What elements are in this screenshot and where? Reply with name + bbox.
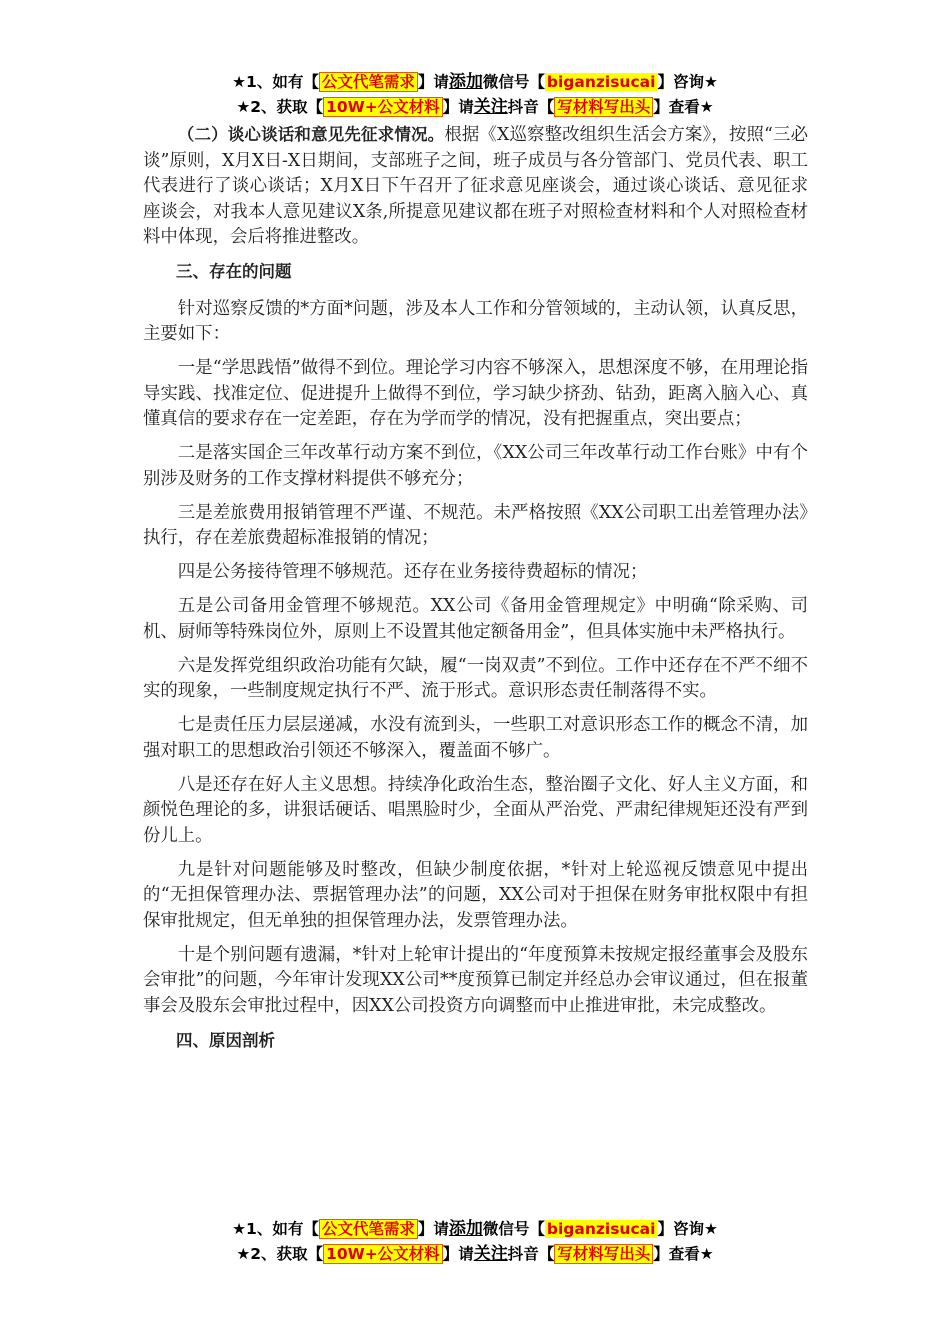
banner-text: ★1、如有【	[232, 1220, 319, 1238]
banner-highlight: 10W+公文材料	[323, 1244, 443, 1264]
banner-text: 微信号【	[482, 73, 545, 91]
banner-text: 】请	[417, 1220, 449, 1238]
banner-line-1	[0, 1217, 950, 1242]
banner-text: 抖音【	[507, 98, 555, 116]
header-banner	[0, 70, 950, 120]
banner-text: 】咨询★	[657, 1220, 718, 1238]
problem-item-2: 二是落实国企三年改革行动方案不到位，《XX公司三年改革行动工作台账》中有个别涉及财务的工作支撑材料提供不够充分；	[143, 443, 808, 489]
banner-highlight: 公文代笔需求	[319, 72, 418, 92]
problem-item-1: 一是“学思践悟”做得不到位。理论学习内容不够深入，思想深度不够，在用理论指导实践、找准定位、促进提升上做得不到位，学习缺少挤劲、钻劲，距离入脑入心、真懂真信的要求存在一定差距，存在为学而学的情况，没有把握重点，突出要点；	[143, 358, 808, 429]
paragraph-intro: 针对巡察反馈的*方面*问题，涉及本人工作和分管领域的，主动认领，认真反思，主要如下：	[143, 298, 808, 344]
banner-line-1	[0, 70, 950, 95]
problem-item-4: 四是公务接待管理不够规范。还存在业务接待费超标的情况；	[177, 562, 648, 582]
banner-text: ★2、获取【	[236, 98, 324, 116]
section-subheading: （二）谈心谈话和意见先征求情况。	[177, 125, 445, 144]
banner-highlight: 10W+公文材料	[323, 97, 443, 117]
banner-wechat-id: biganzisucai	[546, 1220, 656, 1238]
problem-item-9: 九是针对问题能够及时整改，但缺少制度依据，*针对上轮巡视反馈意见中提出的“无担保管理办法、票据管理办法”的问题，XX公司对于担保在财务审批权限中有担保审批规定，但无单独的担保管理办法，发票管理办法。	[143, 859, 808, 931]
banner-text: ★2、获取【	[236, 1245, 324, 1263]
problem-item-3: 三是差旅费用报销管理不严谨、不规范。未严格按照《XX公司职工出差管理办法》执行，存在差旅费超标准报销的情况；	[143, 502, 808, 548]
banner-underline: 添加	[448, 72, 483, 92]
problem-item-6: 六是发挥党组织政治功能有欠缺，履“一岗双责”不到位。工作中还存在不严不细不实的现象，一些制度规定执行不严、流于形式。意识形态责任制落得不实。	[143, 655, 808, 701]
banner-underline: 关注	[473, 1244, 508, 1264]
section-heading-problems: 三、存在的问题	[176, 262, 292, 281]
paragraph-talks	[143, 122, 808, 251]
banner-highlight: 公文代笔需求	[319, 1219, 418, 1239]
banner-text: 】请	[442, 98, 474, 116]
banner-douyin-id: 写材料写出头	[554, 97, 653, 117]
banner-line-2	[0, 95, 950, 120]
problem-item-10: 十是个别问题有遗漏，*针对上轮审计提出的“年度预算未按规定报经董事会及股东会审批”的问题，今年审计发现XX公司**度预算已制定并经总办会审议通过，但在报董事会及股东会审批过程中，因XX公司投资方向调整而中止推进审批，未完成整改。	[143, 944, 808, 1016]
banner-text: 】查看★	[653, 98, 714, 116]
banner-wechat-id: biganzisucai	[546, 73, 656, 91]
banner-text: 】咨询★	[657, 73, 718, 91]
section-heading-causes: 四、原因剖析	[176, 1030, 275, 1050]
problem-item-5: 五是公司备用金管理不够规范。XX公司《备用金管理规定》中明确“除采购、司机、厨师等特殊岗位外，原则上不设置其他定额备用金”，但具体实施中未严格执行。	[143, 596, 808, 642]
banner-line-2	[0, 1242, 950, 1267]
banner-text: 抖音【	[507, 1245, 555, 1263]
banner-underline: 关注	[473, 97, 508, 117]
banner-text: ★1、如有【	[232, 73, 319, 91]
footer-banner	[0, 1217, 950, 1267]
banner-douyin-id: 写材料写出头	[554, 1244, 653, 1264]
banner-text: 】请	[417, 73, 449, 91]
banner-text: 】查看★	[653, 1245, 714, 1263]
banner-underline: 添加	[448, 1219, 483, 1239]
document-body	[143, 122, 808, 1065]
paragraph-text: 根据《X巡察整改组织生活会方案》，按照“三必谈”原则，X月X日-X日期间，支部班子之间，班子成员与各分管部门、党员代表、职工代表进行了谈心谈话；X月X日下午召开了征求意见座谈会，通过谈心谈话、意见征求座谈会，对我本人意见建议X条,所提意见建议都在班子对照检查材料和个人对照检查材料中体现，会后将推进整改。	[143, 125, 808, 247]
banner-text: 微信号【	[482, 1220, 545, 1238]
banner-text: 】请	[442, 1245, 474, 1263]
problem-item-7: 七是责任压力层层递减，水没有流到头，一些职工对意识形态工作的概念不清，加强对职工的思想政治引领还不够深入，覆盖面不够广。	[143, 715, 808, 761]
problem-item-8: 八是还存在好人主义思想。持续净化政治生态，整治圈子文化、好人主义方面，和颜悦色理论的多，讲狠话硬话、唱黑脸时少，全面从严治党、严肃纪律规矩还没有严到份儿上。	[143, 774, 808, 846]
